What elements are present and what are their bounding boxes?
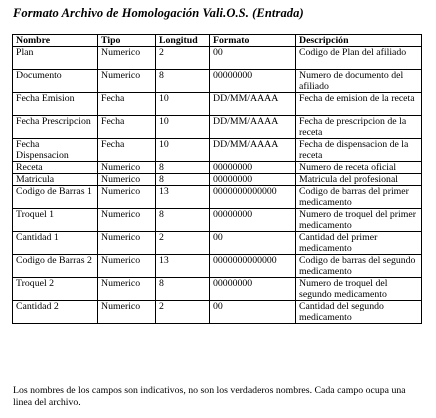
column-header-descripcion: Descripción bbox=[296, 35, 422, 47]
table-row bbox=[13, 232, 422, 255]
cell-tipo: Numerico bbox=[98, 174, 156, 186]
cell-formato: 00000000 bbox=[210, 174, 296, 186]
table-row bbox=[13, 162, 422, 174]
cell-tipo: Numerico bbox=[98, 255, 156, 278]
table-row bbox=[13, 47, 422, 70]
cell-formato: 00000000 bbox=[210, 70, 296, 93]
cell-descripcion: Cantidad del primer medicamento bbox=[296, 232, 422, 255]
cell-formato: 00 bbox=[210, 301, 296, 324]
cell-tipo: Numerico bbox=[98, 278, 156, 301]
cell-longitud: 8 bbox=[156, 162, 210, 174]
cell-nombre: Fecha Prescripcion bbox=[13, 116, 98, 139]
cell-descripcion: Matricula del profesional bbox=[296, 174, 422, 186]
cell-tipo: Numerico bbox=[98, 70, 156, 93]
table-row bbox=[13, 174, 422, 186]
cell-tipo: Fecha bbox=[98, 93, 156, 116]
table-header-row bbox=[13, 35, 422, 47]
cell-longitud: 10 bbox=[156, 116, 210, 139]
cell-nombre: Plan bbox=[13, 47, 98, 70]
cell-tipo: Numerico bbox=[98, 209, 156, 232]
cell-nombre: Matricula bbox=[13, 174, 98, 186]
cell-longitud: 8 bbox=[156, 70, 210, 93]
cell-descripcion: Fecha de emision de la receta bbox=[296, 93, 422, 116]
cell-nombre: Fecha Emision bbox=[13, 93, 98, 116]
cell-nombre: Codigo de Barras 1 bbox=[13, 186, 98, 209]
cell-descripcion: Codigo de barras del segundo medicamento bbox=[296, 255, 422, 278]
cell-nombre: Troquel 1 bbox=[13, 209, 98, 232]
table-row bbox=[13, 70, 422, 93]
table-row bbox=[13, 93, 422, 116]
cell-formato: DD/MM/AAAA bbox=[210, 93, 296, 116]
table-row bbox=[13, 301, 422, 324]
cell-formato: 00000000 bbox=[210, 209, 296, 232]
cell-longitud: 8 bbox=[156, 209, 210, 232]
column-header-nombre: Nombre bbox=[13, 35, 98, 47]
cell-descripcion: Numero de documento del afiliado bbox=[296, 70, 422, 93]
footnote-text: Los nombres de los campos son indicativos, no son los verdaderos nombres. Cada campo ocupa una linea del archivo. bbox=[13, 385, 406, 408]
cell-tipo: Numerico bbox=[98, 186, 156, 209]
table-row bbox=[13, 139, 422, 162]
cell-descripcion: Fecha de dispensacion de la receta bbox=[296, 139, 422, 162]
cell-tipo: Numerico bbox=[98, 232, 156, 255]
cell-descripcion: Codigo de barras del primer medicamento bbox=[296, 186, 422, 209]
cell-descripcion: Codigo de Plan del afiliado bbox=[296, 47, 422, 70]
cell-formato: 00 bbox=[210, 232, 296, 255]
cell-longitud: 13 bbox=[156, 255, 210, 278]
table-row bbox=[13, 255, 422, 278]
cell-longitud: 8 bbox=[156, 174, 210, 186]
cell-formato: DD/MM/AAAA bbox=[210, 139, 296, 162]
table-row bbox=[13, 116, 422, 139]
table-row bbox=[13, 186, 422, 209]
column-header-formato: Formato bbox=[210, 35, 296, 47]
cell-longitud: 10 bbox=[156, 93, 210, 116]
column-header-longitud: Longitud bbox=[156, 35, 210, 47]
cell-tipo: Fecha bbox=[98, 116, 156, 139]
cell-descripcion: Numero de troquel del primer medicamento bbox=[296, 209, 422, 232]
cell-longitud: 2 bbox=[156, 47, 210, 70]
field-spec-table bbox=[12, 34, 422, 324]
cell-formato: 00 bbox=[210, 47, 296, 70]
cell-formato: 00000000 bbox=[210, 162, 296, 174]
column-header-tipo: Tipo bbox=[98, 35, 156, 47]
document-title: Formato Archivo de Homologación Vali.O.S. (Entrada) bbox=[13, 6, 304, 20]
cell-longitud: 13 bbox=[156, 186, 210, 209]
cell-longitud: 8 bbox=[156, 278, 210, 301]
cell-formato: 0000000000000 bbox=[210, 186, 296, 209]
cell-descripcion: Numero de troquel del segundo medicamento bbox=[296, 278, 422, 301]
cell-formato: DD/MM/AAAA bbox=[210, 116, 296, 139]
cell-longitud: 2 bbox=[156, 232, 210, 255]
cell-nombre: Cantidad 1 bbox=[13, 232, 98, 255]
cell-longitud: 10 bbox=[156, 139, 210, 162]
cell-nombre: Receta bbox=[13, 162, 98, 174]
cell-nombre: Troquel 2 bbox=[13, 278, 98, 301]
cell-tipo: Numerico bbox=[98, 162, 156, 174]
cell-tipo: Numerico bbox=[98, 47, 156, 70]
table-row bbox=[13, 278, 422, 301]
cell-nombre: Documento bbox=[13, 70, 98, 93]
cell-tipo: Numerico bbox=[98, 301, 156, 324]
cell-formato: 0000000000000 bbox=[210, 255, 296, 278]
cell-nombre: Cantidad 2 bbox=[13, 301, 98, 324]
cell-tipo: Fecha bbox=[98, 139, 156, 162]
cell-nombre: Codigo de Barras 2 bbox=[13, 255, 98, 278]
cell-descripcion: Cantidad del segundo medicamento bbox=[296, 301, 422, 324]
cell-descripcion: Fecha de prescripcion de la receta bbox=[296, 116, 422, 139]
cell-formato: 00000000 bbox=[210, 278, 296, 301]
cell-nombre: Fecha Dispensacion bbox=[13, 139, 98, 162]
cell-descripcion: Numero de receta oficial bbox=[296, 162, 422, 174]
table-row bbox=[13, 209, 422, 232]
cell-longitud: 2 bbox=[156, 301, 210, 324]
